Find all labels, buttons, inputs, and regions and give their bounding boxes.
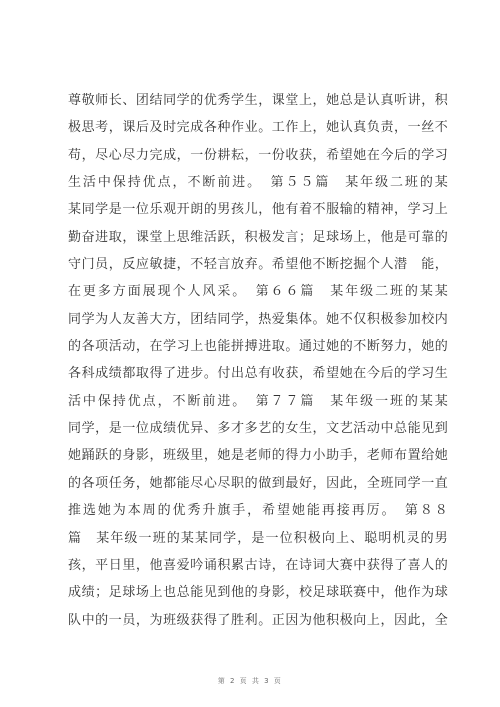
text-line: 推选她为本周的优秀升旗手，希望她能再接再厉。 第８８ <box>68 503 448 519</box>
body-text <box>68 87 448 634</box>
text-line: 同学为人友善大方，团结同学，热爱集体。她不仅积极参加校内 <box>68 311 448 327</box>
text-line: 同学，是一位成绩优异、多才多艺的女生，文艺活动中总能见到 <box>68 421 448 437</box>
text-line: 队中的一员，为班级获得了胜利。正因为他积极向上，因此，全 <box>68 612 448 628</box>
text-line: 她踊跃的身影，班级里，她是老师的得力小助手，老师布置给她 <box>68 448 448 464</box>
text-line: 的各项活动，在学习上也能拼搏进取。通过她的不断努力，她的 <box>68 339 448 355</box>
text-line: 极思考，课后及时完成各种作业。工作上，她认真负责，一丝不 <box>68 120 448 136</box>
text-line: 的各项任务，她都能尽心尽职的做到最好，因此，全班同学一直 <box>68 475 448 491</box>
text-line: 某同学是一位乐观开朗的男孩儿，他有着不服输的精神，学习上 <box>68 202 448 218</box>
text-line: 成绩；足球场上也总能见到他的身影，校足球联赛中，他作为球 <box>68 585 448 601</box>
text-line: 篇 某年级一班的某某同学，是一位积极向上、聪明机灵的男 <box>68 530 448 546</box>
text-line: 生活中保持优点，不断前进。 第５５篇 某年级二班的某 <box>68 175 448 191</box>
text-line: 活中保持优点，不断前进。 第７７篇 某年级一班的某某 <box>68 393 448 409</box>
text-line: 孩，平日里，他喜爱吟诵积累古诗，在诗词大赛中获得了喜人的 <box>68 557 448 573</box>
text-line: 勤奋进取，课堂上思维活跃，积极发言；足球场上，他是可靠的 <box>68 229 448 245</box>
text-line: 苟，尽心尽力完成，一份耕耘，一份收获，希望她在今后的学习 <box>68 147 448 163</box>
page-footer: 第 2 页 共 3 页 <box>217 677 283 685</box>
text-line: 在更多方面展现个人风采。 第６６篇 某年级二班的某某 <box>68 284 448 300</box>
text-line: 尊敬师长、团结同学的优秀学生，课堂上，她总是认真听讲，积 <box>68 93 448 108</box>
text-line: 守门员，反应敏捷，不轻言放弃。希望他不断挖掘个人潜 能， <box>68 257 448 273</box>
text-line: 各科成绩都取得了进步。付出总有收获，希望她在今后的学习生 <box>68 366 448 382</box>
